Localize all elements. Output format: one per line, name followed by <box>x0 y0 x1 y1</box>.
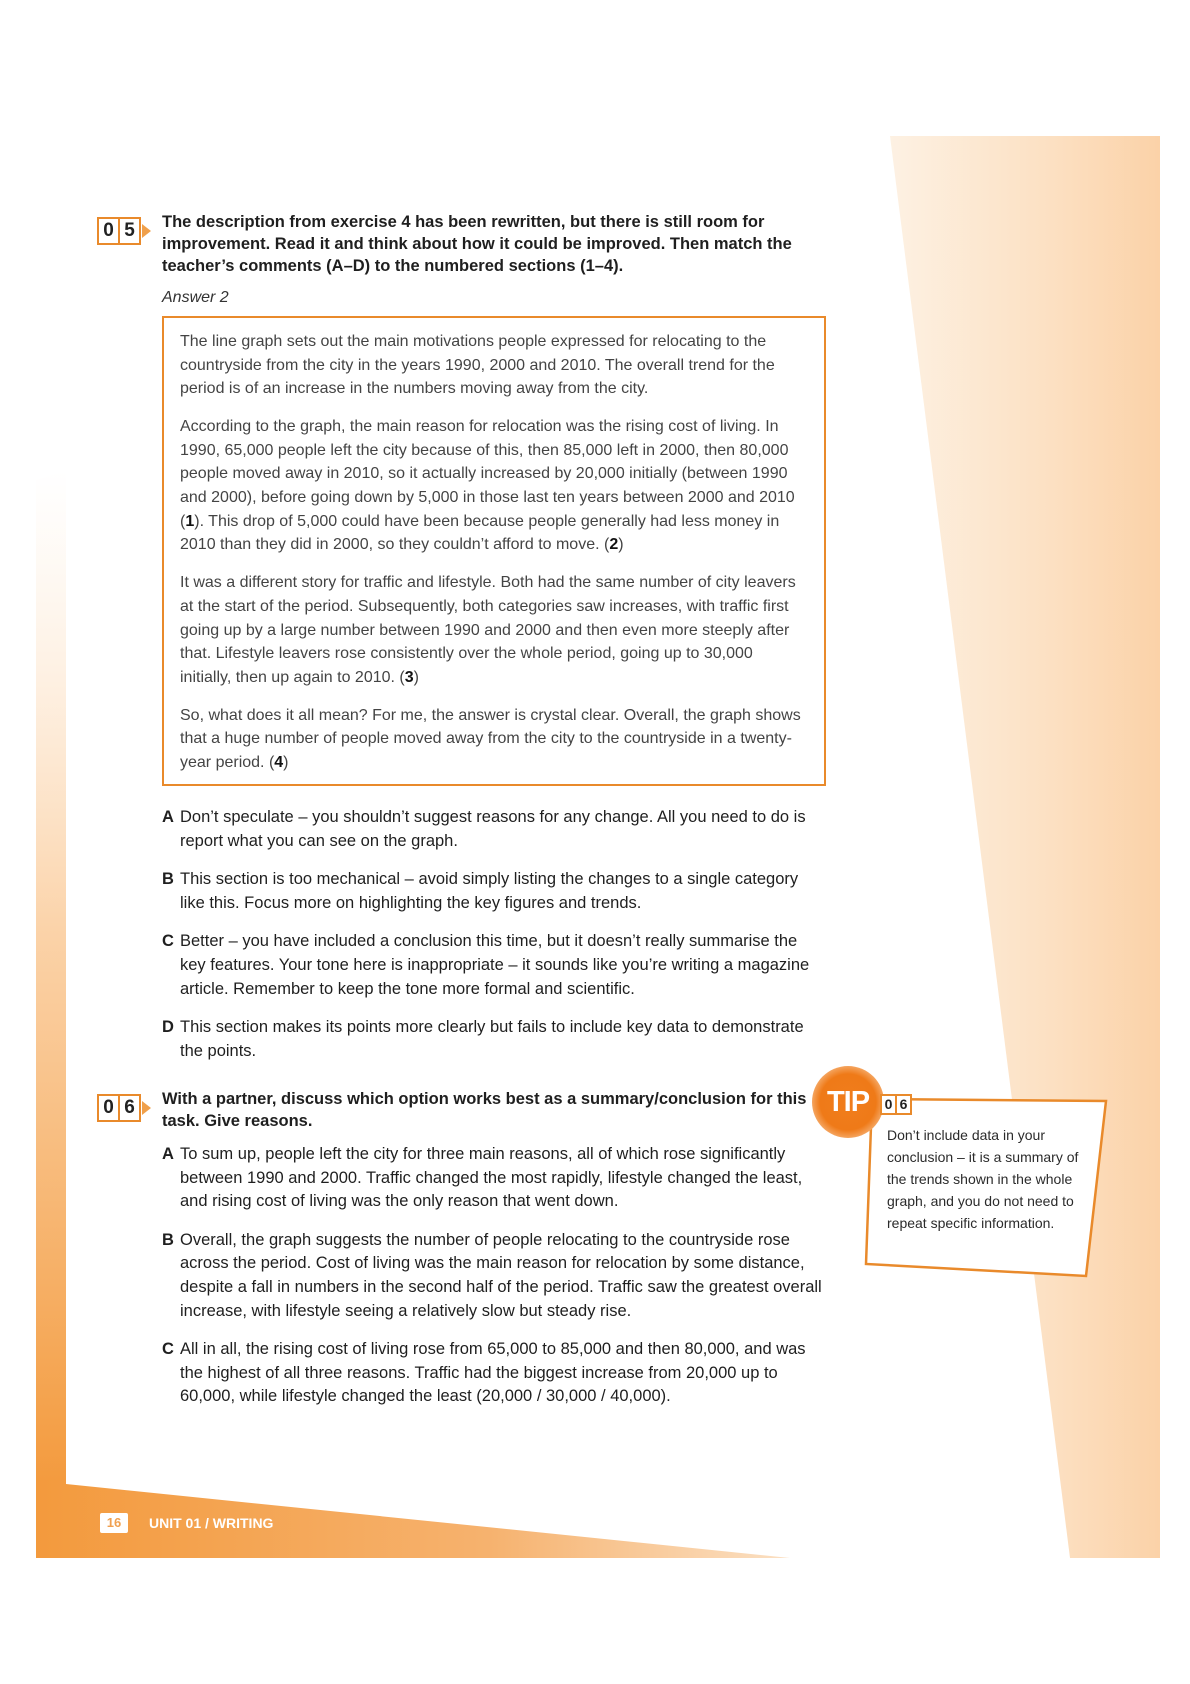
tip-text: Don’t include data in your conclusion – it is a summary of the trends shown in the whole graph, and you do not need to repeat specific information. <box>887 1127 1079 1231</box>
comment-letter: D <box>162 1018 174 1037</box>
section-marker-3: 3 <box>404 668 414 686</box>
comment-text: Better – you have included a conclusion this time, but it doesn’t really summarise the key features. Your tone here is inappropriate – it sounds like you’re writing a magazine article. Remember to keep the tone more formal and scientific. <box>180 932 810 998</box>
comment-item <box>162 806 822 853</box>
exercise-06-badge <box>97 1094 151 1122</box>
answer-text-box <box>162 316 826 786</box>
comment-letter: C <box>162 932 174 951</box>
comment-item <box>162 1016 822 1063</box>
footer-unit-label: UNIT 01 / WRITING <box>149 1515 274 1531</box>
exercise-number-digit: 0 <box>103 1097 114 1118</box>
section-marker-2: 2 <box>609 536 619 554</box>
answer-paragraph-3: It was a different story for traffic and lifestyle. Both had the same number of city leavers at the start of the period. Subsequently, both categories saw increases, with traffic first going up by a large number between 1990 and 2000 and then even more steeply after that. Lifestyle leavers rose consistently over the whole period, going up to 30,000 initially, then up again to 2010. (3) <box>180 574 796 686</box>
exercise-05-instruction: The description from exercise 4 has been rewritten, but there is still room for improvement. Read it and think about how it could be improved. Then match the teacher’s comments (A–D) to the numbered sections (1–4). <box>162 213 792 275</box>
option-item <box>162 1338 822 1409</box>
option-text: Overall, the graph suggests the number of people relocating to the countryside rose across the period. Cost of living was the main reason for relocation by some distance, despite a fall in numbers in the second half of the period. Traffic saw the greatest overall increase, with lifestyle seeing a relatively slow but steady rise. <box>180 1230 822 1320</box>
tip-badge <box>812 1066 884 1138</box>
option-letter: C <box>162 1340 174 1359</box>
option-letter: A <box>162 1145 174 1163</box>
exercise-06-instruction: With a partner, discuss which option works best as a summary/conclusion for this task. Give reasons. <box>162 1090 807 1130</box>
answer-label: Answer 2 <box>162 289 229 306</box>
exercise-05-badge <box>97 217 151 245</box>
comment-letter: A <box>162 808 174 826</box>
section-marker-1: 1 <box>185 512 195 530</box>
tip-number-digit: 6 <box>895 1096 910 1113</box>
page-number: 16 <box>100 1513 128 1533</box>
option-item <box>162 1229 822 1323</box>
comment-text: This section is too mechanical – avoid simply listing the changes to a single category like this. Focus more on highlighting the key figures and trends. <box>180 870 799 912</box>
section-marker-4: 4 <box>274 754 284 771</box>
teacher-comments-list <box>162 806 822 1078</box>
answer-paragraph-1: The line graph sets out the main motivations people expressed for relocating to the countryside from the city in the years 1990, 2000 and 2010. The overall trend for the period is of an increase in the numbers moving away from the city. <box>180 333 775 398</box>
tip-number-badge <box>880 1094 912 1115</box>
exercise-number-digit: 0 <box>103 220 114 241</box>
comment-item <box>162 868 822 915</box>
comment-text: This section makes its points more clearly but fails to include key data to demonstrate the points. <box>180 1018 804 1060</box>
exercise-number-digit: 5 <box>118 219 139 243</box>
tip-number-digit: 0 <box>884 1096 893 1112</box>
option-text: To sum up, people left the city for three main reasons, all of which rose significantly between 1990 and 2000. Traffic changed the most rapidly, lifestyle changed the least, and rising cost of living was the only reason that went down. <box>180 1145 803 1211</box>
comment-letter: B <box>162 870 174 889</box>
tip-label: TIP <box>826 1085 870 1118</box>
exercise-number-digit: 6 <box>118 1096 139 1120</box>
summary-options-list <box>162 1143 822 1424</box>
comment-text: Don’t speculate – you shouldn’t suggest reasons for any change. All you need to do is report what you can see on the graph. <box>180 808 806 850</box>
play-arrow-icon <box>142 224 151 238</box>
option-item <box>162 1143 822 1214</box>
play-arrow-icon <box>142 1101 151 1115</box>
answer-paragraph-4: So, what does it all mean? For me, the answer is crystal clear. Overall, the graph shows that a huge number of people moved away from the city to the countryside in a twenty-year period. (4) <box>180 706 801 771</box>
answer-paragraph-2: According to the graph, the main reason for relocation was the rising cost of living. In 1990, 65,000 people left the city because of this, then 85,000 left in 2000, then 80,000 people moved away in 2010, so it actually increased by 20,000 initially (between 1990 and 2000), before going down by 5,000 in those last ten years between 2000 and 2010 (1). This drop of 5,000 could have been because people generally had less money in 2010 than they did in 2000, so they couldn’t afford to move. (2) <box>180 418 795 554</box>
comment-item <box>162 930 822 1001</box>
option-text: All in all, the rising cost of living rose from 65,000 to 85,000 and then 80,000, and was the highest of all three reasons. Traffic had the biggest increase from 20,000 up to 60,000, while lifestyle changed the least (20,000 / 30,000 / 40,000). <box>180 1340 806 1406</box>
option-letter: B <box>162 1230 174 1249</box>
